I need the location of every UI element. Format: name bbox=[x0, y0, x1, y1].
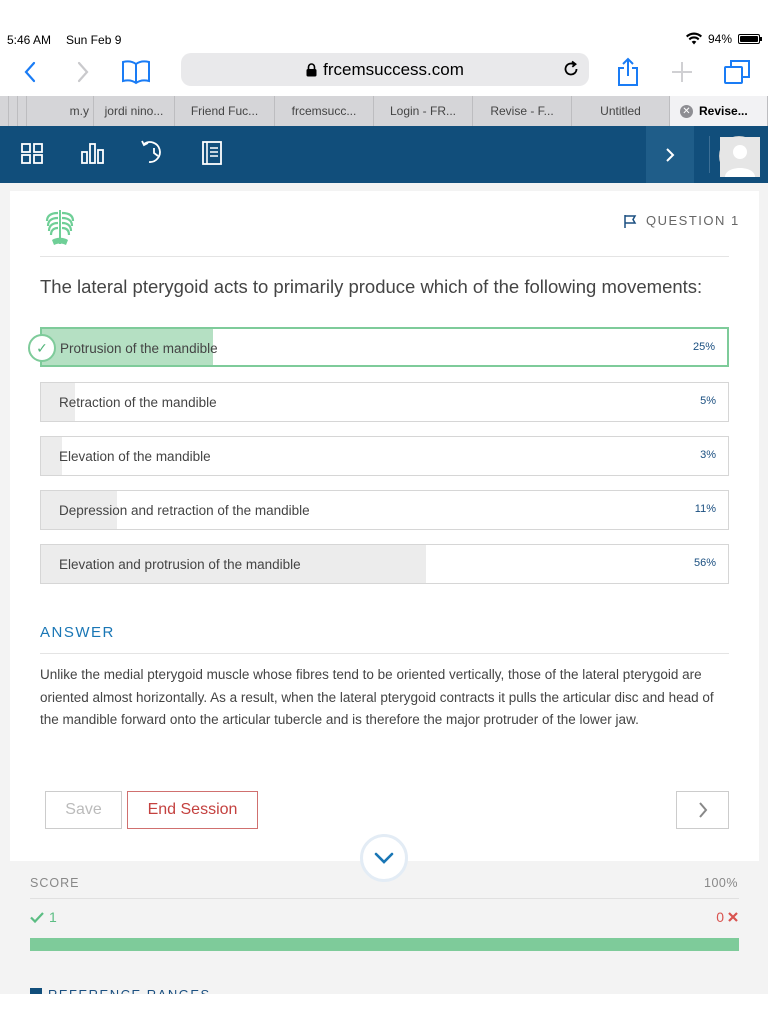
score-progress-fill bbox=[30, 938, 739, 951]
tab-label: jordi nino... bbox=[104, 104, 164, 118]
tab-7[interactable] bbox=[572, 96, 670, 126]
back-button[interactable] bbox=[14, 56, 46, 88]
end-session-button[interactable]: End Session bbox=[127, 791, 258, 829]
tab-stub-3[interactable] bbox=[18, 96, 27, 126]
save-button[interactable]: Save bbox=[45, 791, 122, 829]
bookmarks-button[interactable] bbox=[120, 56, 152, 88]
question-label-text: QUESTION 1 bbox=[646, 213, 740, 228]
browser-tabs bbox=[0, 96, 768, 126]
status-right bbox=[686, 32, 760, 46]
avatar[interactable] bbox=[719, 136, 759, 176]
book-icon bbox=[121, 60, 151, 84]
option-1[interactable] bbox=[40, 327, 729, 367]
tabs-icon bbox=[723, 59, 751, 85]
nav-next-button[interactable] bbox=[646, 126, 694, 183]
option-label: Elevation and protrusion of the mandible bbox=[59, 557, 301, 572]
nav-divider bbox=[709, 136, 710, 173]
flag-icon[interactable] bbox=[623, 214, 637, 228]
score-progress-bar bbox=[30, 938, 739, 951]
user-icon bbox=[720, 137, 760, 177]
score-label: SCORE bbox=[30, 876, 80, 890]
tabs-overview-button[interactable] bbox=[721, 56, 753, 88]
answer-heading: ANSWER bbox=[40, 624, 115, 641]
chevron-right-icon bbox=[665, 148, 675, 162]
correct-check-icon: ✓ bbox=[28, 334, 56, 362]
share-button[interactable] bbox=[612, 56, 644, 88]
status-time: 5:46 AM bbox=[7, 33, 52, 47]
tab-stub-1[interactable] bbox=[0, 96, 9, 126]
expand-button[interactable] bbox=[360, 834, 408, 882]
score-correct bbox=[30, 909, 57, 925]
option-label: Retraction of the mandible bbox=[59, 395, 217, 410]
option-percent: 11% bbox=[694, 503, 716, 515]
bar-chart-icon[interactable] bbox=[80, 140, 106, 166]
tab-3[interactable] bbox=[175, 96, 275, 126]
correct-count: 1 bbox=[49, 909, 57, 925]
option-percent: 5% bbox=[700, 395, 716, 407]
history-icon[interactable] bbox=[141, 140, 167, 166]
chevron-left-icon bbox=[23, 61, 37, 83]
grid-icon[interactable] bbox=[20, 140, 46, 166]
cross-icon bbox=[728, 912, 738, 922]
score-wrong bbox=[716, 909, 738, 925]
option-5[interactable] bbox=[40, 544, 729, 584]
question-number bbox=[623, 213, 740, 228]
tab-2[interactable] bbox=[94, 96, 175, 126]
next-question-button[interactable] bbox=[676, 791, 729, 829]
tab-label: Revise - F... bbox=[490, 104, 554, 118]
share-icon bbox=[617, 58, 639, 86]
chevron-down-icon bbox=[374, 852, 394, 864]
new-tab-button[interactable] bbox=[666, 56, 698, 88]
tab-6[interactable] bbox=[473, 96, 572, 126]
tab-stub-2[interactable] bbox=[9, 96, 18, 126]
url-text: frcemsuccess.com bbox=[323, 59, 464, 79]
battery-icon bbox=[738, 34, 760, 44]
divider bbox=[30, 898, 739, 899]
question-text: The lateral pterygoid acts to primarily produce which of the following movements: bbox=[40, 276, 703, 297]
tab-label: Friend Fuc... bbox=[190, 104, 259, 118]
close-icon[interactable]: ✕ bbox=[680, 105, 693, 118]
ribcage-icon bbox=[44, 208, 76, 248]
url-bar[interactable] bbox=[181, 53, 589, 86]
status-date: Sun Feb 9 bbox=[66, 33, 122, 47]
tab-4[interactable] bbox=[275, 96, 374, 126]
option-percent: 56% bbox=[693, 557, 716, 569]
option-percent: 25% bbox=[692, 341, 715, 353]
option-label: Depression and retraction of the mandible bbox=[59, 503, 310, 518]
tab-5[interactable] bbox=[374, 96, 473, 126]
option-label: Protrusion of the mandible bbox=[60, 341, 218, 356]
divider bbox=[40, 653, 729, 654]
tab-label: Revise... bbox=[699, 104, 748, 118]
notebook-icon[interactable] bbox=[199, 140, 225, 166]
option-4[interactable] bbox=[40, 490, 729, 530]
status-bar bbox=[0, 30, 768, 50]
chevron-right-icon bbox=[698, 802, 708, 818]
option-label: Elevation of the mandible bbox=[59, 449, 211, 464]
tab-label: Login - FR... bbox=[389, 104, 457, 118]
check-icon bbox=[30, 912, 44, 923]
option-percent: 3% bbox=[700, 449, 716, 461]
wrong-count: 0 bbox=[716, 909, 724, 925]
answer-explanation: Unlike the medial pterygoid muscle whose fibres tend to be oriented vertically, those of the lateral pterygoid are oriented almost horizontally. As a result, when the lateral pterygoid contracts it pulls the articular disc and head of the mandible forward onto the articular tubercle and is therefore the major protruder of the lower jaw. bbox=[40, 667, 714, 727]
option-2[interactable] bbox=[40, 382, 729, 422]
forward-button[interactable] bbox=[67, 56, 99, 88]
lock-icon bbox=[306, 63, 317, 77]
wifi-icon bbox=[686, 33, 702, 45]
score-percent: 100% bbox=[704, 876, 738, 890]
browser-toolbar bbox=[0, 50, 768, 94]
chevron-right-icon bbox=[76, 61, 90, 83]
tab-1[interactable] bbox=[27, 96, 94, 126]
tab-label: Untitled bbox=[600, 104, 641, 118]
option-3[interactable] bbox=[40, 436, 729, 476]
plus-icon bbox=[671, 61, 693, 83]
tab-label: m.y bbox=[69, 104, 89, 118]
battery-percent: 94% bbox=[707, 32, 732, 46]
reload-icon[interactable] bbox=[561, 59, 581, 79]
divider bbox=[40, 256, 729, 257]
app-navbar bbox=[0, 126, 768, 183]
bottom-edge bbox=[0, 994, 768, 1024]
tab-label: frcemsucc... bbox=[291, 104, 357, 118]
tab-active[interactable] bbox=[670, 96, 768, 126]
